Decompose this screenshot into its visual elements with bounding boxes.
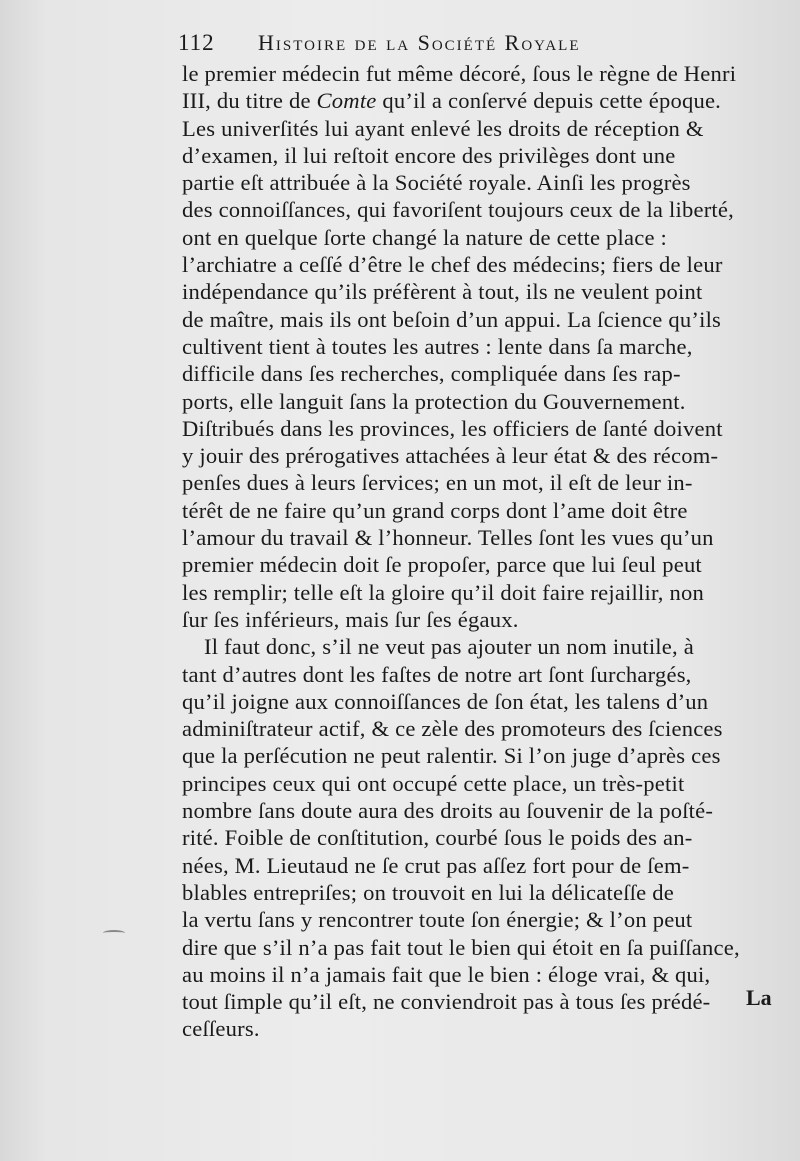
- text-fragment: III, du titre de: [182, 88, 317, 114]
- text-line: l’archiatre a ceſſé d’être le chef des médecins; fiers de leur: [182, 252, 723, 278]
- text-line: que la perſécution ne peut ralentir. Si l’on juge d’après ces: [182, 743, 721, 769]
- text-line: de maître, mais ils ont beſoin d’un appui. La ſcience qu’ils: [182, 306, 722, 332]
- text-line: au moins il n’a jamais fait que le bien : éloge vrai, & qui,: [182, 961, 711, 987]
- text-line: [182, 87, 772, 114]
- text-line: premier médecin doit ſe propoſer, parce que lui ſeul peut: [182, 552, 702, 578]
- text-line: nées, M. Lieutaud ne ſe crut pas aſſez fort pour de ſem-: [182, 852, 690, 878]
- italic-word: Comte: [316, 88, 377, 114]
- text-line: ports, elle languit ſans la protection du Gouvernement.: [182, 388, 686, 414]
- text-line: Il faut donc, s’il ne veut pas ajouter un nom inutile, à: [204, 634, 694, 660]
- text-line: rité. Foible de conſtitution, courbé ſous le poids des an-: [182, 825, 693, 851]
- text-line: partie eſt attribuée à la Société royale. Ainſi les progrès: [182, 170, 691, 196]
- text-line: nombre ſans doute aura des droits au ſouvenir de la poſté-: [182, 798, 714, 824]
- text-line: difficile dans ſes recherches, compliquée dans ſes rap-: [182, 361, 681, 387]
- text-line: d’examen, il lui reſtoit encore des privilèges dont une: [182, 142, 676, 168]
- text-line: y jouir des prérogatives attachées à leur état & des récom-: [182, 443, 719, 469]
- text-line: l’amour du travail & l’honneur. Telles ſont les vues qu’un: [182, 525, 714, 551]
- text-line: des connoiſſances, qui favoriſent toujours ceux de la liberté,: [182, 197, 734, 223]
- text-line: Diſtribués dans les provinces, les officiers de ſanté doivent: [182, 415, 723, 441]
- text-line: ont en quelque ſorte changé la nature de cette place :: [182, 224, 668, 250]
- text-line: Les univerſités lui ayant enlevé les droits de réception &: [182, 115, 704, 141]
- text-fragment: qu’il a conſervé depuis cette époque.: [376, 88, 722, 114]
- text-line: tout ſimple qu’il eſt, ne conviendroit pas à tous ſes prédé-: [182, 989, 711, 1015]
- running-title: Histoire de la Société Royale: [258, 30, 581, 55]
- text-line: cultivent tient à toutes les autres : lente dans ſa marche,: [182, 333, 693, 359]
- text-line: ceſſeurs.: [182, 1016, 260, 1042]
- text-line: dire que s’il n’a pas fait tout le bien qui étoit en ſa puiſſance,: [182, 934, 740, 960]
- text-line: indépendance qu’ils préfèrent à tout, ils ne veulent point: [182, 279, 703, 305]
- margin-mark: [103, 930, 125, 936]
- text-line: la vertu ſans y rencontrer toute ſon énergie; & l’on peut: [182, 907, 693, 933]
- catchword: La: [746, 985, 772, 1010]
- text-line: ſur ſes inférieurs, mais ſur ſes égaux.: [182, 606, 519, 632]
- text-line: blables entrepriſes; on trouvoit en lui la délicateſſe de: [182, 879, 674, 905]
- page-number: 112: [178, 30, 215, 55]
- text-line: qu’il joigne aux connoiſſances de ſon état, les talens d’un: [182, 688, 709, 714]
- text-line: tant d’autres dont les faſtes de notre art ſont ſurchargés,: [182, 661, 692, 687]
- text-line: principes ceux qui ont occupé cette place, un très-petit: [182, 770, 685, 796]
- page-header: [178, 30, 778, 64]
- text-line: le premier médecin fut même décoré, ſous le règne de Henri: [182, 61, 737, 86]
- text-line: térêt de ne faire qu’un grand corps dont l’ame doit être: [182, 497, 688, 523]
- text-line: adminiſtrateur actif, & ce zèle des promoteurs des ſciences: [182, 716, 723, 742]
- body-text: [182, 60, 772, 1043]
- text-line: les remplir; telle eſt la gloire qu’il doit faire rejaillir, non: [182, 579, 704, 605]
- text-line: penſes dues à leurs ſervices; en un mot, il eſt de leur in-: [182, 470, 693, 496]
